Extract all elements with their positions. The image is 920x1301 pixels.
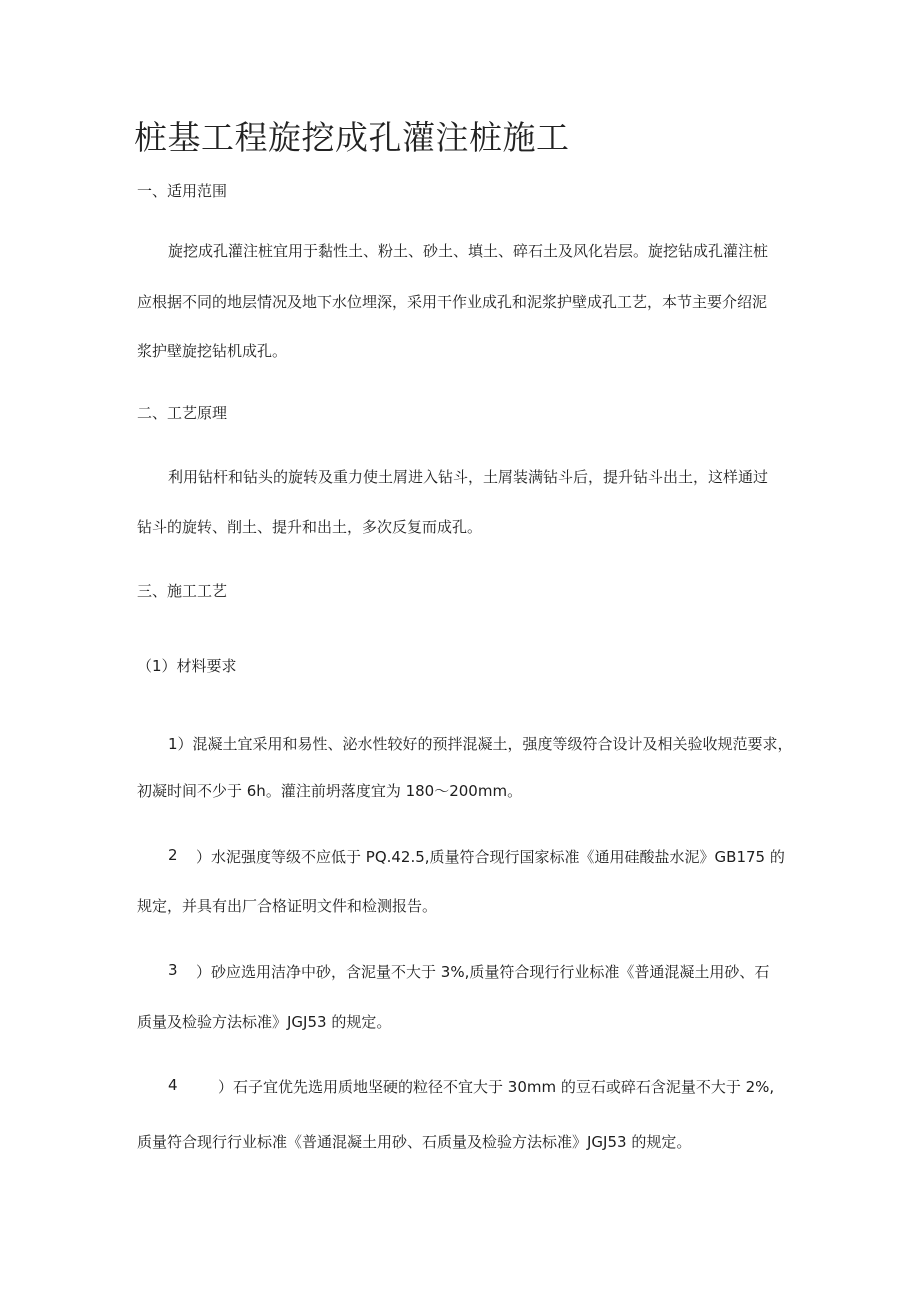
- paragraph-line: 旋挖成孔灌注桩宜用于黏性土、粉土、砂土、填土、碎石土及风化岩层。旋挖钻成孔灌注桩: [168, 242, 769, 260]
- paragraph-line: 钻斗的旋转、削土、提升和出土，多次反复而成孔。: [137, 518, 483, 536]
- paragraph-line: 应根据不同的地层情况及地下水位埋深，采用干作业成孔和泥浆护壁成孔工艺，本节主要介绍泥: [137, 293, 768, 311]
- list-item-number: 2: [168, 846, 178, 864]
- list-item-line: 规定，并具有出厂合格证明文件和检测报告。: [137, 897, 438, 915]
- list-item-number: 4: [168, 1076, 178, 1094]
- list-item-line: 质量及检验方法标准》JGJ53 的规定。: [137, 1013, 392, 1031]
- list-item-line: ）石子宜优先选用质地坚硬的粒径不宜大于 30mm 的豆石或碎石含泥量不大于 2%,: [218, 1078, 775, 1096]
- list-item-line: 质量符合现行行业标准《普通混凝土用砂、石质量及检验方法标准》JGJ53 的规定。: [137, 1133, 692, 1151]
- list-item-line: 1）混凝土宜采用和易性、泌水性较好的预拌混凝土，强度等级符合设计及相关验收规范要求，: [168, 735, 793, 753]
- section-heading-process: 三、施工工艺: [137, 582, 228, 600]
- document-title: 桩基工程旋挖成孔灌注桩施工: [134, 118, 570, 157]
- list-item-line: 初凝时间不少于 6h。灌注前坍落度宜为 180～200mm。: [137, 782, 523, 800]
- list-item-line: ）水泥强度等级不应低于 PQ.42.5,质量符合现行国家标准《通用硅酸盐水泥》GB175 的: [196, 848, 785, 866]
- paragraph-line: 利用钻杆和钻头的旋转及重力使土屑进入钻斗，土屑装满钻斗后，提升钻斗出土，这样通过: [168, 468, 769, 486]
- section-heading-scope: 一、适用范围: [137, 182, 228, 200]
- paragraph-line: 浆护壁旋挖钻机成孔。: [137, 342, 288, 360]
- list-item-line: ）砂应选用洁净中砂，含泥量不大于 3%,质量符合现行行业标准《普通混凝土用砂、石: [196, 963, 770, 981]
- subsection-heading-materials: （1）材料要求: [137, 657, 237, 675]
- section-heading-principle: 二、工艺原理: [137, 404, 228, 422]
- list-item-number: 3: [168, 961, 178, 979]
